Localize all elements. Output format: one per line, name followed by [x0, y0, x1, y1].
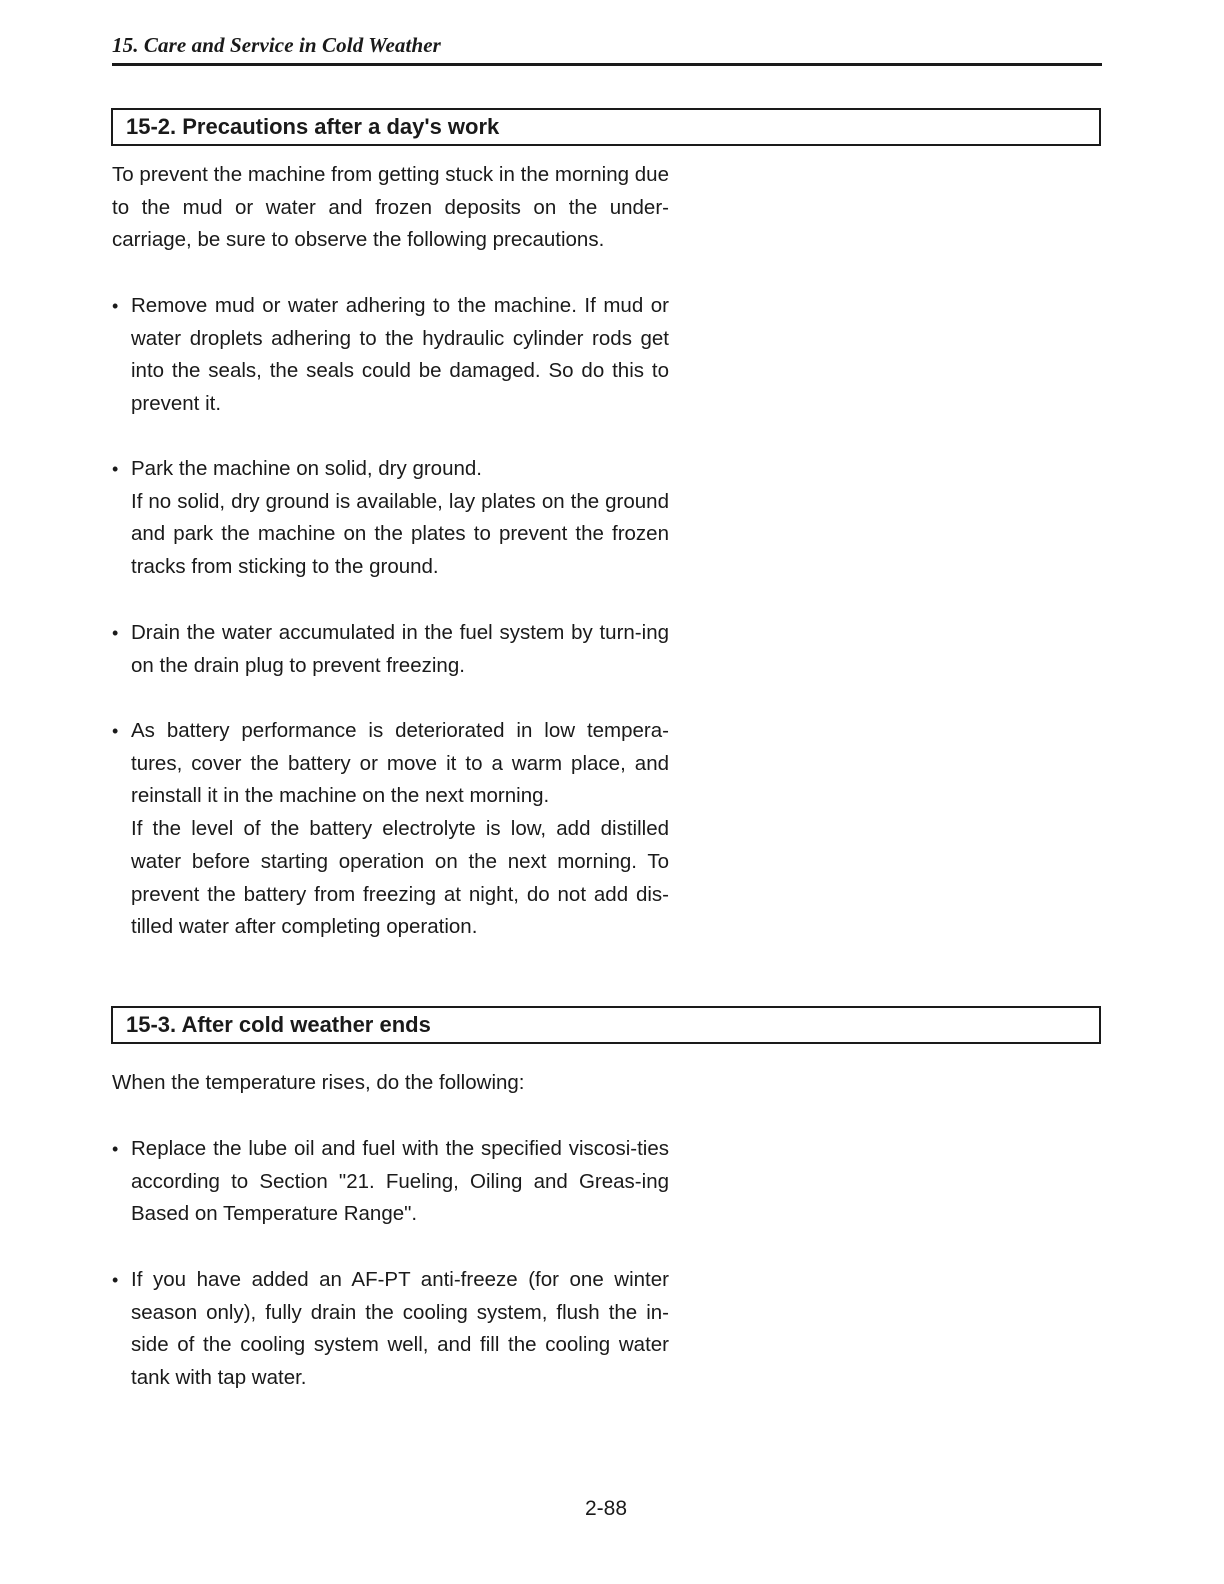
list-item [112, 1264, 669, 1395]
bullet-icon: • [112, 1270, 119, 1290]
list-item-text: As battery performance is deteriorated in low tempera-tures, cover the battery or move it to a warm place, and reinstall it in the machine on the next morning. [131, 719, 669, 808]
list-item [112, 715, 669, 944]
list-item-text: If you have added an AF-PT anti-freeze (for one winter season only), fully drain the cooling system, flush the in-side of the cooling system well, and fill the cooling water tank with tap water. [131, 1268, 669, 1390]
section-heading-15-2: 15-2. Precautions after a day's work [111, 108, 1101, 146]
bullet-icon: • [112, 459, 119, 479]
bullet-icon: • [112, 721, 119, 741]
list-item [112, 1133, 669, 1231]
list-item-text: Remove mud or water adhering to the machine. If mud or water droplets adhering to the hydraulic cylinder rods get into the seals, the seals could be damaged. So do this to prevent it. [131, 294, 669, 416]
list-item [112, 290, 669, 421]
section-heading-15-3: 15-3. After cold weather ends [111, 1006, 1101, 1044]
list-item-text: If the level of the battery electrolyte is low, add distilled water before starting operation on the next morning. To prevent the battery from freezing at night, do not add dis-tilled water after completing operation. [131, 817, 669, 939]
list-item [112, 617, 669, 682]
running-header: 15. Care and Service in Cold Weather [112, 33, 441, 57]
list-item [112, 453, 669, 584]
list-item-text: Drain the water accumulated in the fuel system by turn-ing on the drain plug to prevent freezing. [131, 621, 669, 677]
bullet-icon: • [112, 1139, 119, 1159]
page-number: 2-88 [584, 1497, 628, 1520]
list-item-text: Replace the lube oil and fuel with the specified viscosi-ties according to Section "21. Fueling, Oiling and Greas-ing Based on Temperature Range". [131, 1137, 669, 1226]
list-item-text: Park the machine on solid, dry ground. [131, 457, 482, 480]
section-intro: To prevent the machine from getting stuck in the morning due to the mud or water and frozen deposits on the under-carriage, be sure to observe the following precautions. [112, 163, 669, 252]
list-item-text: If no solid, dry ground is available, lay plates on the ground and park the machine on the plates to prevent the frozen tracks from sticking to the ground. [131, 489, 669, 579]
bullet-icon: • [112, 296, 119, 316]
bullet-icon: • [112, 623, 119, 643]
header-rule [112, 63, 1102, 66]
section-intro: When the temperature rises, do the following: [112, 1071, 525, 1094]
